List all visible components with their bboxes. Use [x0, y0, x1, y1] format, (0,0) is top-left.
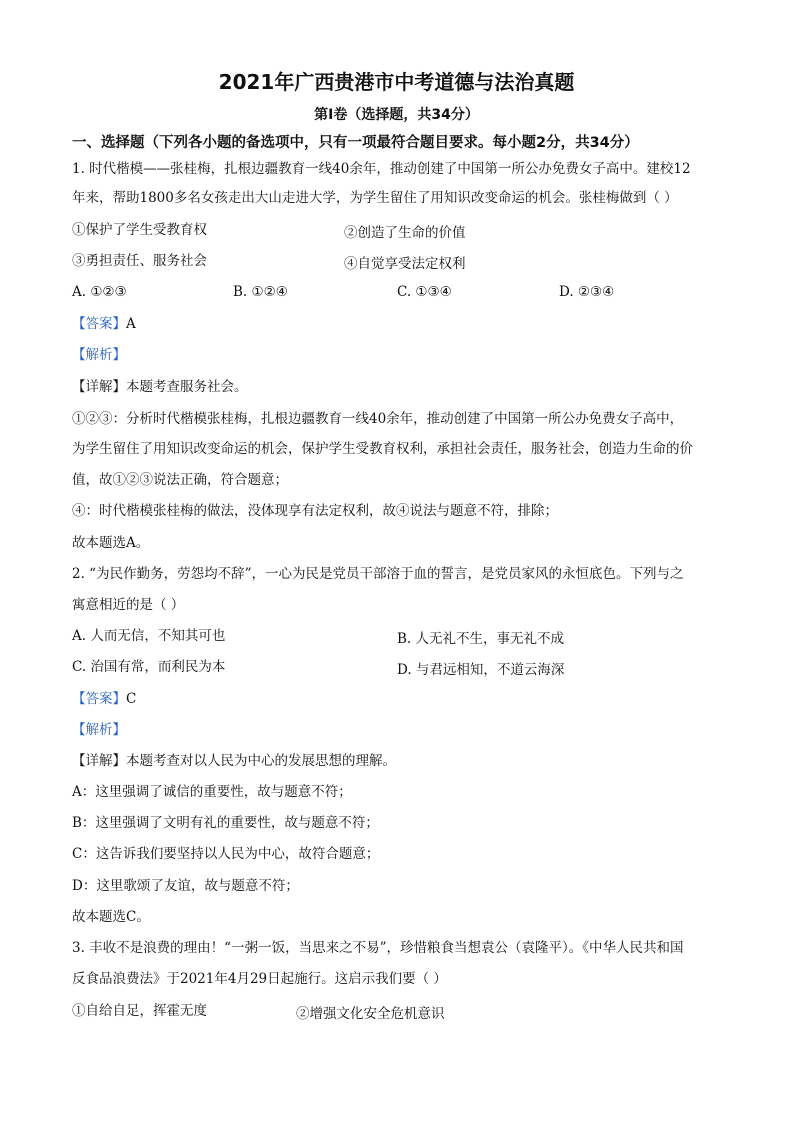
q1-stem-line1: 1. 时代楷模——张桂梅，扎根边疆教育一线40余年，推动创建了中国第一所公办免费女子高中。建校12 [72, 161, 691, 177]
q3-item2: ②增强文化安全危机意识 [296, 1006, 445, 1022]
q1-option-a: A. ①②③ [72, 284, 127, 300]
q1-option-c: C. ①③④ [397, 284, 452, 300]
q1-item3: ③勇担责任、服务社会 [72, 253, 207, 269]
q3-stem-line1: 3. 丰收不是浪费的理由！“一粥一饭，当思来之不易”，珍惜粮食当想袁公（袁隆平）。《中华人民共和国 [72, 940, 684, 956]
q2-option-a: A. 人而无信，不知其可也 [72, 628, 226, 644]
q2-explanation-a: A：这里强调了诚信的重要性，故与题意不符； [72, 784, 352, 800]
q1-answer [72, 315, 732, 333]
answer-label: 【答案】 [72, 316, 126, 332]
q3-stem-line2: 反食品浪费法》于2021年4月29日起施行。这启示我们要（ ） [72, 971, 447, 987]
q1-detail: 【详解】本题考查服务社会。 [72, 379, 248, 395]
q1-item2: ②创造了生命的价值 [344, 225, 466, 241]
q1-option-d: D. ②③④ [559, 284, 615, 300]
q1-analysis [72, 346, 732, 364]
page-subtitle: 第Ⅰ卷（选择题，共34分） [314, 107, 479, 123]
q2-option-b: B. 人无礼不生，事无礼不成 [397, 631, 565, 647]
page-title: 2021年广西贵港市中考道德与法治真题 [218, 70, 575, 94]
q2-explanation-c: C：这告诉我们要坚持以人民为中心，故符合题意； [72, 846, 380, 862]
q1-explanation-line4: ④：时代楷模张桂梅的做法，没体现享有法定权利，故④说法与题意不符，排除； [72, 503, 558, 519]
q1-item1: ①保护了学生受教育权 [72, 222, 207, 238]
q2-stem-line2: 寓意相近的是（ ） [72, 597, 185, 613]
q1-explanation-line2: 为学生留住了用知识改变命运的机会，保护学生受教育权利，承担社会责任，服务社会，创造力生命的价 [72, 441, 693, 457]
q1-stem-line2: 年来，帮助1800多名女孩走出大山走进大学，为学生留住了用知识改变命运的机会。张桂梅做到（ ） [72, 190, 678, 206]
q1-item4: ④自觉享受法定权利 [344, 256, 466, 272]
analysis-label: 【解析】 [72, 722, 126, 738]
q2-option-d: D. 与君远相知，不道云海深 [397, 662, 565, 678]
q3-item1: ①自给自足，挥霍无度 [72, 1003, 207, 1019]
q2-answer-value: C [126, 691, 137, 707]
analysis-label: 【解析】 [72, 347, 126, 363]
q2-explanation-b: B：这里强调了文明有礼的重要性，故与题意不符； [72, 815, 379, 831]
q2-detail: 【详解】本题考查对以人民为中心的发展思想的理解。 [72, 753, 396, 769]
q1-explanation-line1: ①②③：分析时代楷模张桂梅，扎根边疆教育一线40余年，推动创建了中国第一所公办免费女子高中， [72, 411, 684, 427]
q2-explanation-d: D：这里歌颂了友谊，故与题意不符； [72, 878, 299, 894]
q2-analysis [72, 721, 732, 739]
answer-label: 【答案】 [72, 691, 126, 707]
q2-stem-line1: 2. “为民作勤务，劳怨均不辞”，一心为民是党员干部溶于血的誓言，是党员家风的永恒底色。下列与之 [72, 566, 684, 582]
q1-option-b: B. ①②④ [233, 284, 288, 300]
q1-conclusion: 故本题选A。 [72, 535, 150, 551]
q2-option-c: C. 治国有常，而利民为本 [72, 659, 226, 675]
q1-answer-value: A [126, 316, 136, 332]
q2-conclusion: 故本题选C。 [72, 909, 150, 925]
section-heading: 一、选择题（下列各小题的备选项中，只有一项最符合题目要求。每小题2分，共34分） [72, 135, 639, 151]
q2-answer [72, 690, 732, 708]
q1-explanation-line3: 值，故①②③说法正确，符合题意； [72, 472, 288, 488]
